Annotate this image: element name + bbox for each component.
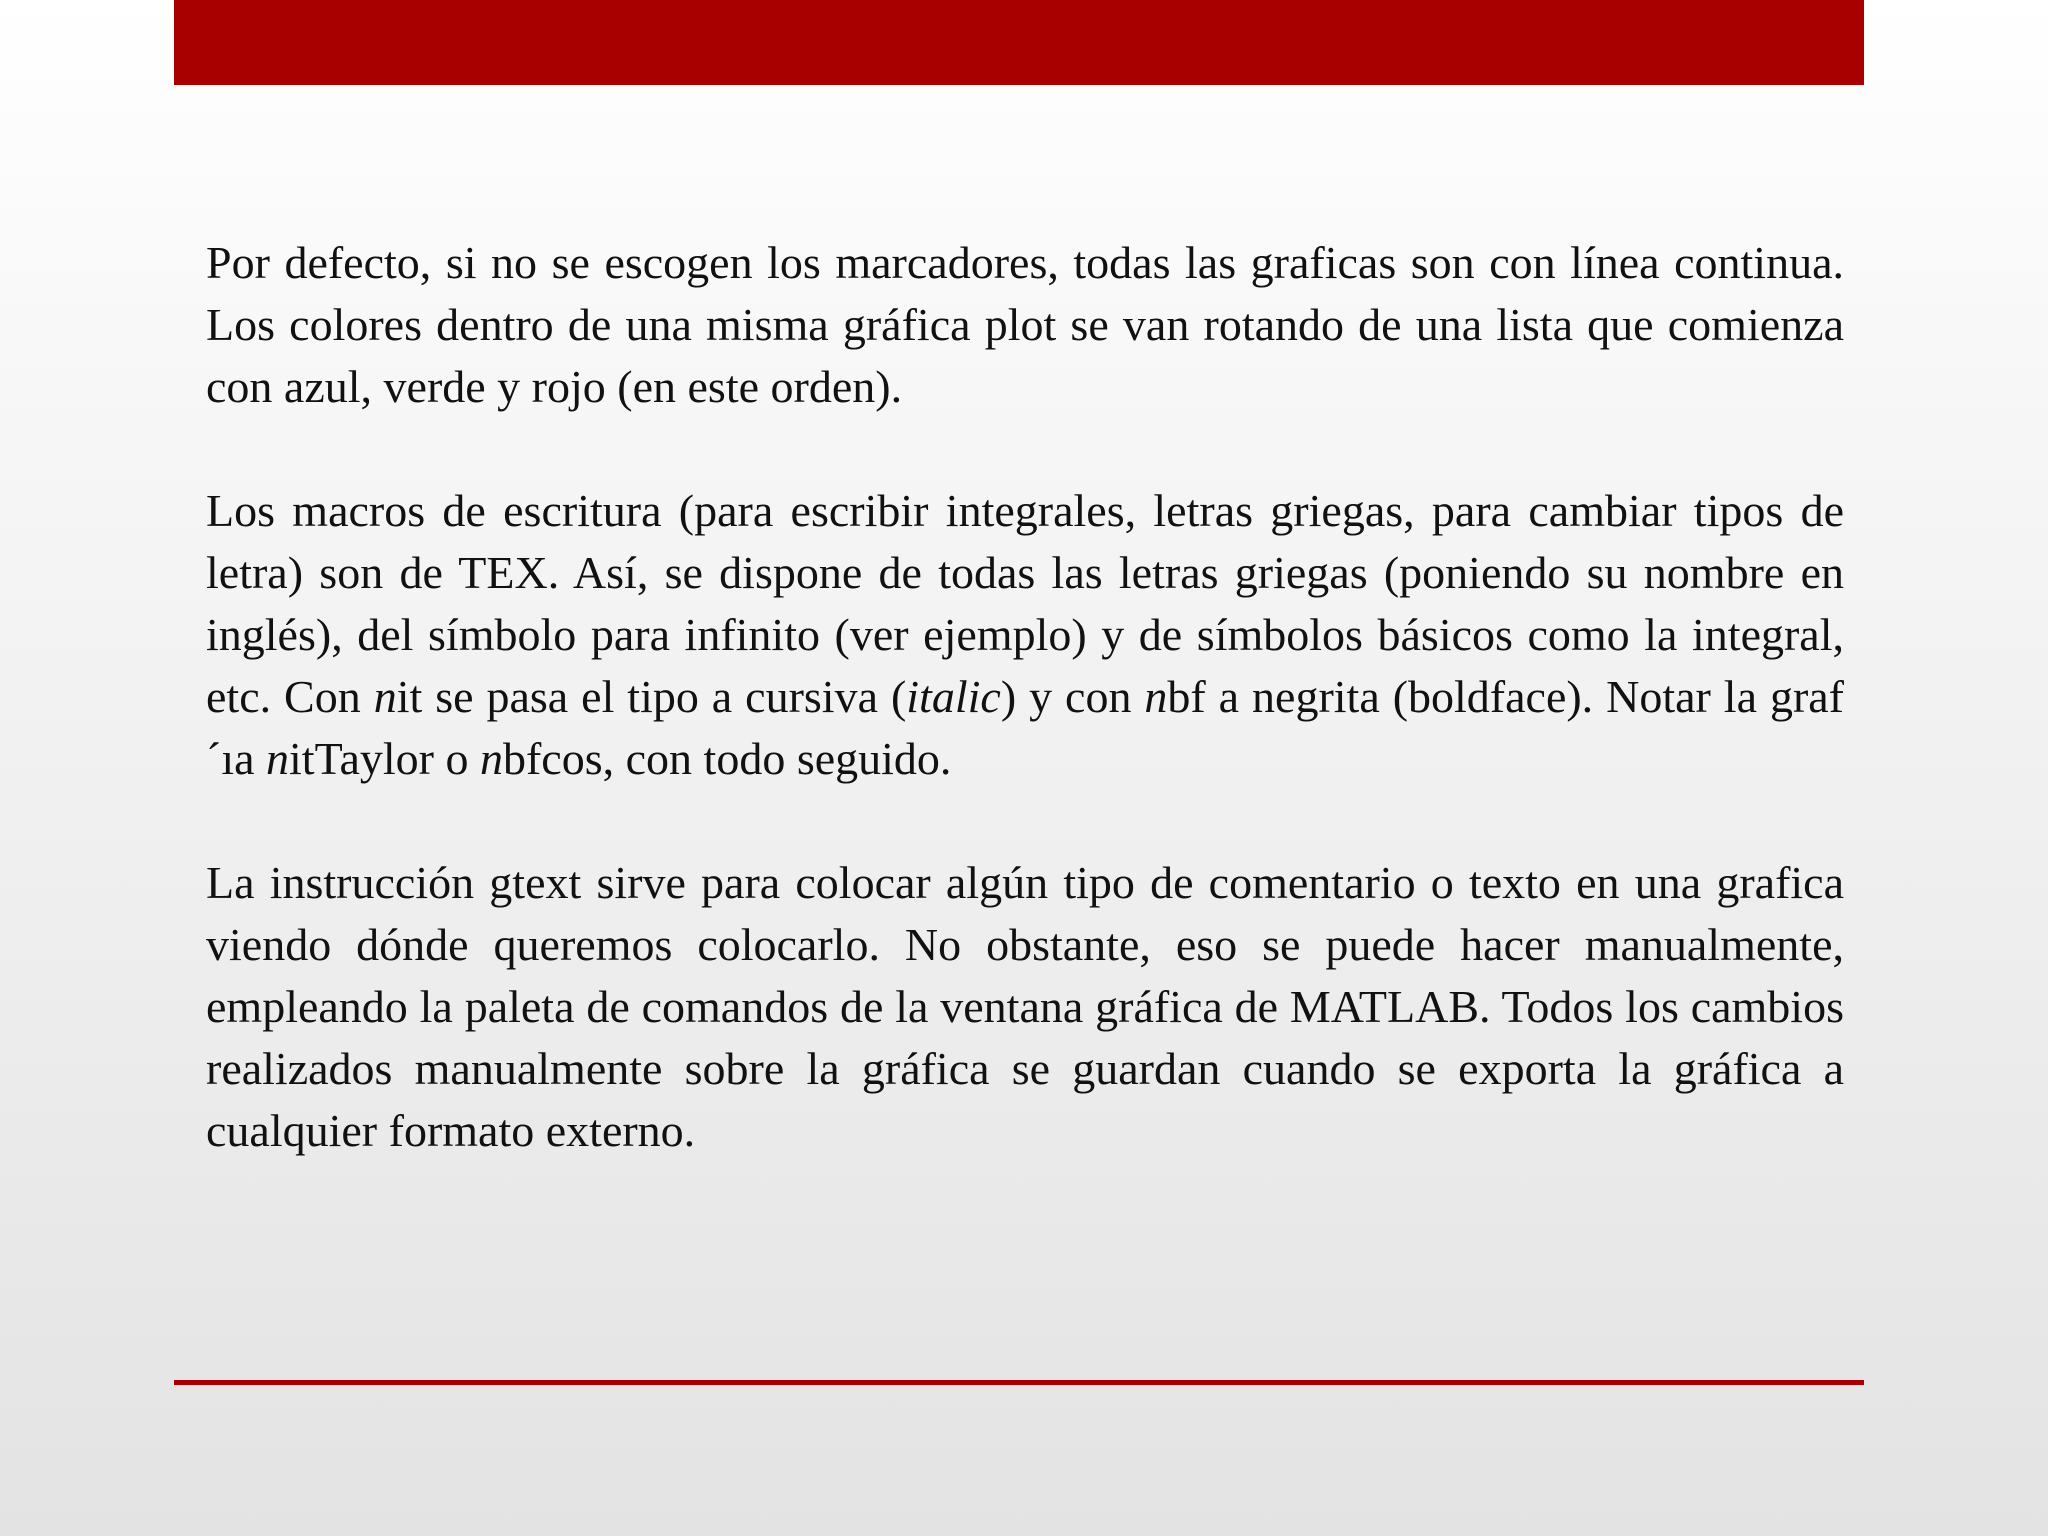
- text-segment: Los macros de escritura (para escribir integrales, letras griegas, para cambiar tipos de letra) son de TEX. Así, se dispone de todas las letras griegas (poniendo su nombre en inglés), del símbolo para infinito (ver ejemplo) y de símbolos básicos como la integral, etc. Con: [206, 485, 1844, 722]
- text-segment: it se pasa el tipo a cursiva (: [396, 671, 907, 722]
- paragraph-tex-macros: [206, 480, 1844, 790]
- italic-n: n: [479, 733, 503, 784]
- slide-body: [206, 232, 1844, 1162]
- text-segment: bfcos, con todo seguido.: [502, 733, 952, 784]
- title-bar: [174, 0, 1864, 85]
- text-segment: itTaylor o: [289, 733, 480, 784]
- text-segment: bf a negrita (boldface). Notar la graf´ıa: [206, 671, 1845, 784]
- italic-word: italic: [906, 671, 1001, 722]
- paragraph-gtext: La instrucción gtext sirve para colocar algún tipo de comentario o texto en una grafica viendo dónde queremos colocarlo. No obstante, eso se puede hacer manualmente, empleando la paleta de comandos de la ventana gráfica de MATLAB. Todos los cambios realizados manualmente sobre la gráfica se guardan cuando se exporta la gráfica a cualquier formato externo.: [206, 857, 1844, 1156]
- bottom-divider: [174, 1380, 1864, 1385]
- text-segment: ) y con: [1000, 671, 1145, 722]
- italic-n: n: [1144, 671, 1168, 722]
- italic-n: n: [266, 733, 290, 784]
- paragraph-markers: Por defecto, si no se escogen los marcadores, todas las graficas son con línea continua. Los colores dentro de una misma gráfica plot se van rotando de una lista que comienza con azul, verde y rojo (en este orden).: [206, 237, 1844, 412]
- italic-n: n: [373, 671, 397, 722]
